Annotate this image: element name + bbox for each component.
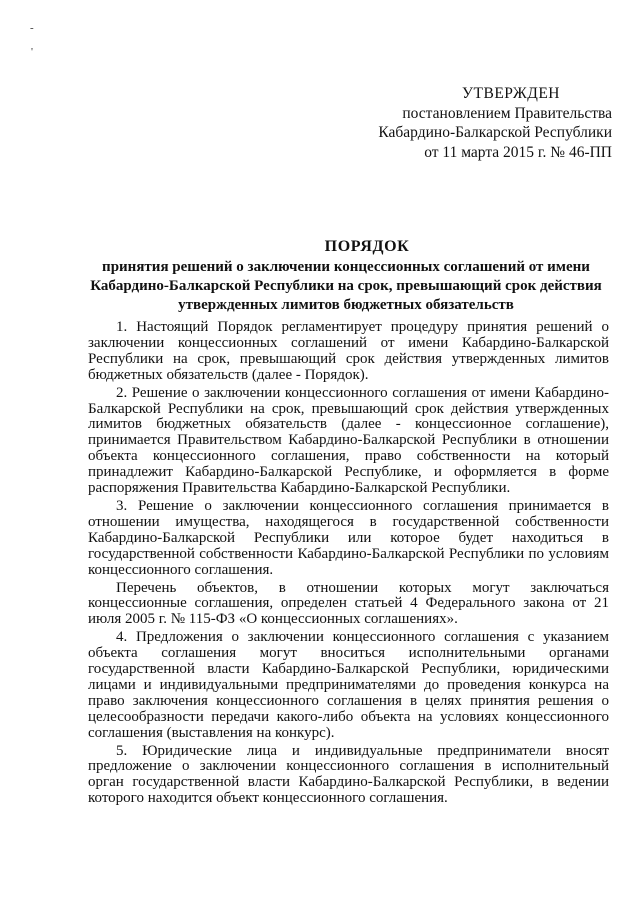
- page-mark: -: [30, 22, 34, 34]
- document-title: ПОРЯДОК: [324, 238, 410, 255]
- paragraph: Перечень объектов, в отношении которых могут заключаться концессионные соглашения, определен статьей 4 Федерального закона от 21 июля 2005 г. № 115-ФЗ «О концессионных соглашениях».: [88, 579, 609, 628]
- document-body: [88, 320, 609, 809]
- document-heading: [86, 237, 606, 314]
- approval-line: постановлением Правительства: [402, 104, 612, 122]
- approval-heading: УТВЕРЖДЕН: [462, 85, 560, 102]
- paragraph: 5. Юридические лица и индивидуальные предприниматели вносят предложение о заключении концессионного соглашения в исполнительный орган государственной власти Кабардино-Балкарской Республики, в ведении которого находится объект концессионного соглашения.: [88, 742, 609, 807]
- paragraph: 2. Решение о заключении концессионного соглашения от имени Кабардино-Балкарской Республики на срок, превышающий срок действия утвержденных лимитов бюджетных обязательств (далее - концессионное соглашение), принимается Правительством Кабардино-Балкарской Республики в отношении объекта концессионного соглашения, право собственности на который принадлежит Кабардино-Балкарской Республике, и оформляется в форме распоряжения Правительства Кабардино-Балкарской Республики.: [88, 384, 609, 497]
- paragraph: 1. Настоящий Порядок регламентирует процедуру принятия решений о заключении концессионных соглашений от имени Кабардино-Балкарской Республики на срок, превышающий срок действия утвержденных лимитов бюджетных обязательств (далее - Порядок).: [88, 319, 609, 383]
- page-mark: ': [31, 46, 33, 58]
- document-subtitle: принятия решений о заключении концессионных соглашений от имени Кабардино-Балкарской Республики на срок, превышающий срок действия утвержденных лимитов бюджетных обязательств: [90, 259, 602, 313]
- paragraph: 3. Решение о заключении концессионного соглашения принимается в отношении имущества, находящегося в государственной собственности Кабардино-Балкарской Республики или которое будет находиться в государственной собственности Кабардино-Балкарской Республики по условиям концессионного соглашения.: [88, 497, 609, 578]
- paragraph: 4. Предложения о заключении концессионного соглашения с указанием объекта соглашения могут вноситься исполнительными органами государственной власти Кабардино-Балкарской Республики, юридическими лицами и индивидуальными предпринимателями до проведения конкурса на право заключения концессионного соглашения в целях принятия решения о целесообразности передачи какого-либо объекта на условиях концессионного соглашения (выставления на конкурс).: [88, 629, 609, 741]
- approval-stamp: [342, 84, 612, 162]
- approval-line: от 11 марта 2015 г. № 46-ПП: [424, 143, 612, 161]
- approval-line: Кабардино-Балкарской Республики: [378, 124, 612, 141]
